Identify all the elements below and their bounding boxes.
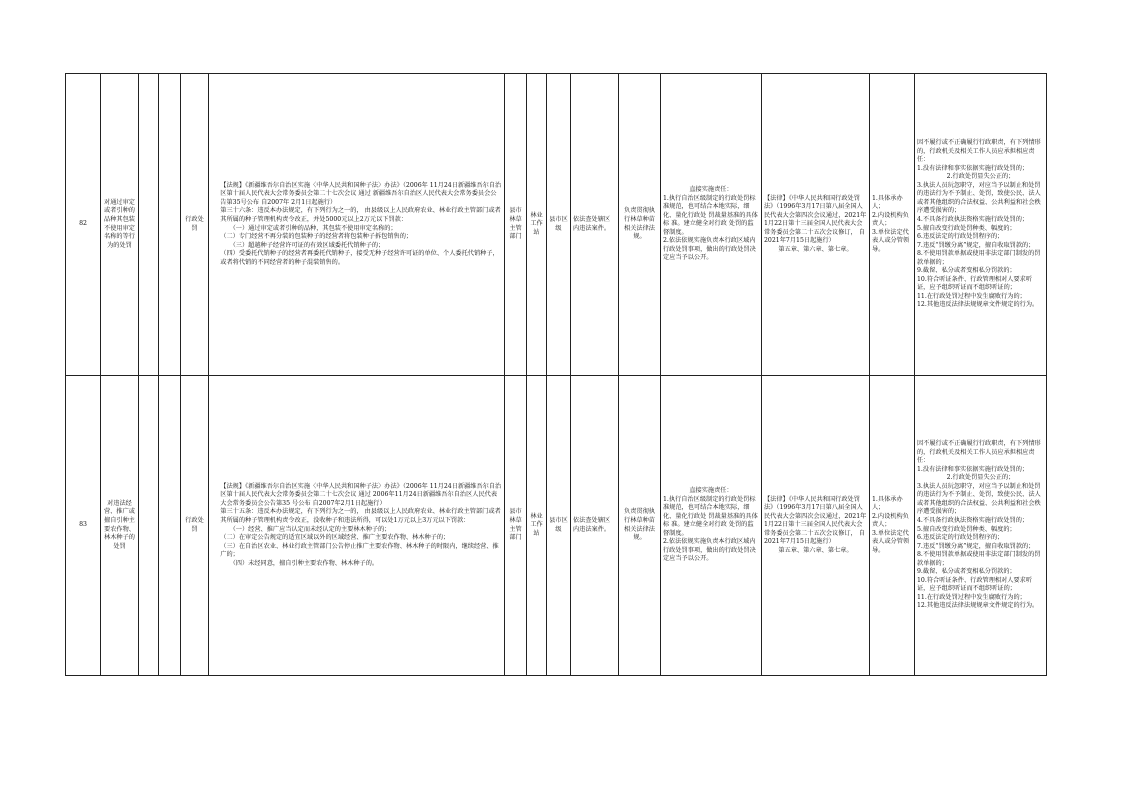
sub-item (139, 74, 159, 376)
implementation-scope: 依法查处辖区内违法案件。 (571, 376, 619, 676)
duty-description: 负责贯彻执行林草种苗相关法律法规。 (619, 376, 661, 676)
responsibility-basis: 【法律】《中华人民共和国行政处罚法》（1996年3月17日第八届全国人民代表大会第四次会议通过，2021年1月22日第十三届全国人民代表大会常务委员会第二十五次会议修订， 自2021年7月15日起施行） 第五章、第六章、第七章。 (762, 376, 870, 676)
item-number: 83 (66, 376, 101, 676)
duty-description: 负责贯彻执行林草种苗相关法律法规。 (619, 74, 661, 376)
liability-circumstances: 因不履行或不正确履行行政职责，有下列情形的，行政机关及相关工作人员应承担相应责任： 1.没有法律和事实依据实施行政处罚的； 2.行政处罚显失公正的； 3.执法人员玩忽职守，对应当予以制止和处罚的违法行为不予制止、处罚，致使公民、法人或者其他组织的合法权益、公共利益和社会秩序遭受损害的； 4.不具备行政执法资格实施行政处罚的； 5.擅自改变行政处罚种类、幅度的； 6.违反法定的行政处罚程序的； 7.违反“罚缴分离”规定，擅自收取罚款的； 8.不使用罚款单据或使用非法定部门制发的罚款单据的； 9.截留、私分或者变相私分罚款的； 10.符合听证条件、行政管理相对人要求听证，应予组织听证而不组织听证的； 11.在行政处罚过程中发生腐败行为的； 12.其他违反法律法规规章文件规定的行为。 (915, 376, 1047, 676)
item-name: 对通过审定或者引种的品种其包装不使用审定名称的等行为的处罚 (101, 74, 139, 376)
table-row (66, 376, 1047, 676)
responsibility-items: 直接实施责任： 1.执行自治区级制定的行政处罚标准规范，也可结合本地实际，细化、量化行政处 罚裁量基准的具体标 准。建立健全对行政 处罚的监督制度。 2.依法依规实施负责本行政区域内行政处罚事项，做出的行政处罚决定应当予以公开。 (661, 376, 762, 676)
responsibility-basis: 【法律】《中华人民共和国行政处罚法》（1996年3月17日第八届全国人民代表大会第四次会议通过，2021年1月22日第十三届全国人民代表大会常务委员会第二十五次会议修订， 自2021年7月15日起施行） 第五章、第六章、第七章。 (762, 74, 870, 376)
legal-basis: 【法规】《新疆维吾尔自治区实施〈中华人民共和国种子法〉办法》（2006年 11月24日新疆维吾尔自治区第十届人民代表大会常务委员会第二十七次会议 通过 2006年11月24日新疆维吾尔自治区人民代表大会常务委员会公告第35 号公布 自2007年2月1日起施行） 第三十五条：违反本办法规定，有下列行为之一的， 由县级以上人民政府农业、林业行政主管部门或者其所属的种子管理机构责令改正，没收种子和违法所得，可以处1万元以上3万元以下罚款： （一）经营、推广应当认定而未经认定的主要林木种子的； （二）在审定公告规定的适宜区域以外的区域经营、推广主要农作物、林木种子的； （三）在自治区农业、林业行政主管部门公告停止推广主要农作物、林木种子的时限内，继续经营、推广的； （四）未经同意，擅自引种主要农作物、林木种子的。 (209, 376, 505, 676)
power-list-table (65, 73, 1047, 676)
implementing-unit: 林业工作站 (527, 74, 547, 376)
item-blank (159, 74, 181, 376)
implementing-department: 县市林草主管部门 (505, 376, 527, 676)
implementing-level: 县市区级 (547, 74, 571, 376)
implementing-department: 县市林草主管部门 (505, 74, 527, 376)
implementation-scope: 依法查处辖区内违法案件。 (571, 74, 619, 376)
responsible-subject: 1.具体承办人； 2.内设机构负责人； 3.单位法定代表人或分管领导。 (870, 74, 915, 376)
item-category: 行政处罚 (181, 74, 209, 376)
implementing-level: 县市区级 (547, 376, 571, 676)
responsible-subject: 1.具体承办人； 2.内设机构负责人； 3.单位法定代表人或分管领导。 (870, 376, 915, 676)
table-row (66, 74, 1047, 376)
item-category: 行政处罚 (181, 376, 209, 676)
sub-item (139, 376, 159, 676)
liability-circumstances: 因不履行或不正确履行行政职责，有下列情形的，行政机关及相关工作人员应承担相应责任： 1.没有法律和事实依据实施行政处罚的； 2.行政处罚显失公正的； 3.执法人员玩忽职守，对应当予以制止和处罚的违法行为不予制止、处罚，致使公民、法人或者其他组织的合法权益、公共利益和社会秩序遭受损害的； 4.不具备行政执法资格实施行政处罚的； 5.擅自改变行政处罚种类、幅度的； 6.违反法定的行政处罚程序的； 7.违反“罚缴分离”规定，擅自收取罚款的； 8.不使用罚款单据或使用非法定部门制发的罚款单据的； 9.截留、私分或者变相私分罚款的； 10.符合听证条件、行政管理相对人要求听证，应予组织听证而不组织听证的； 11.在行政处罚过程中发生腐败行为的； 12.其他违反法律法规规章文件规定的行为。 (915, 74, 1047, 376)
item-name: 对违法经营、推广或擅自引种主要农作物、林木种子的处罚 (101, 376, 139, 676)
responsibility-items: 直接实施责任： 1.执行自治区级制定的行政处罚标准规范，也可结合本地实际，细化、量化行政处 罚裁量基准的具体标 准。建立健全对行政 处罚的监督制度。 2.依法依规实施负责本行政区域内行政处罚事项，做出的行政处罚决定应当予以公开。 (661, 74, 762, 376)
legal-basis: 【法规】《新疆维吾尔自治区实施〈中华人民共和国种子法〉办法》（2006年 11月24日新疆维吾尔自治区第十届人民代表大会常务委员会第二十七次会议 通过 新疆维吾尔自治区人民代表大会常务委员会公告第35号公布 自2007年 2月1日起施行） 第三十六条：违反本办法规定，有下列行为之一的， 由县级以上人民政府农业、林业行政主管部门或者其所属的种子管理机构责令改正，并处5000元以上2万元以下罚款： （一）通过审定或者引种的品种，其包装不使用审定名称的； （二）专门经营不再分装的包装种子的经营者将包装种子拆包销售的； （三）超越种子经营许可证的有效区域委托代销种子的； （四）受委托代销种子的经营者再委托代销种子，接受无种子经营许可证的单位、个人委托代销种子，或者将代销的不同经营者的种子混装销售的。 (209, 74, 505, 376)
item-blank (159, 376, 181, 676)
implementing-unit: 林业工作站 (527, 376, 547, 676)
item-number: 82 (66, 74, 101, 376)
